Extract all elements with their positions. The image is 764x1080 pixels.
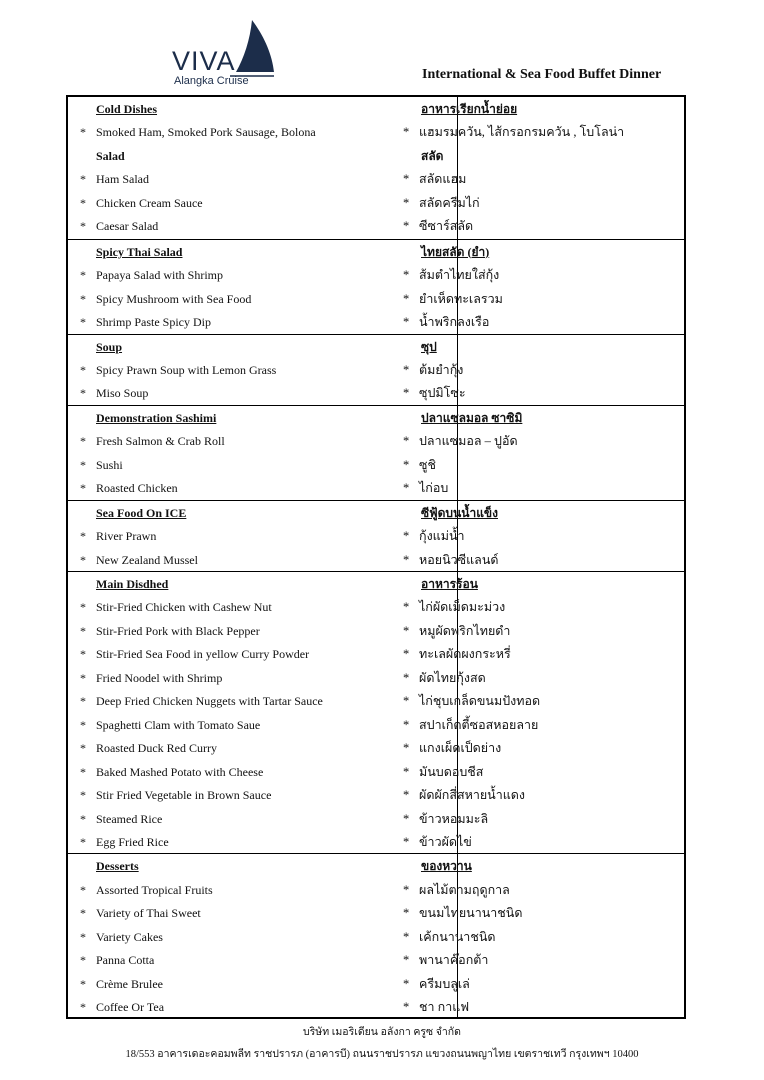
section-heading-th: อาหารร้อน (421, 577, 478, 591)
bullet-star: * (403, 882, 410, 897)
section-heading-th: ของหวาน (421, 859, 472, 874)
bullet-star: * (403, 291, 410, 306)
bullet-star: * (80, 741, 86, 756)
menu-item-en-text: Stir Fried Vegetable in Brown Sauce (96, 788, 272, 803)
menu-item-th-text: ผลไม้ตามฤดูกาล (419, 882, 510, 897)
footer-company: บริษัท เมอริเดียน อลังกา ครูซ จำกัด (303, 1027, 461, 1038)
menu-item-th (403, 454, 436, 477)
bullet-star: * (403, 434, 410, 449)
menu-item-th-text: ปลาแซมอล – ปูอัด (419, 434, 518, 449)
section-heading-en: Desserts (96, 859, 139, 874)
menu-item-en-text: Papaya Salad with Shrimp (96, 268, 223, 283)
menu-section (68, 500, 684, 571)
menu-item-th-text: สลัดครีมไก่ (419, 195, 480, 210)
menu-item-en-text: Panna Cotta (96, 953, 155, 968)
menu-item-th (403, 831, 472, 854)
menu-item-th (403, 879, 510, 902)
bullet-star: * (80, 811, 86, 826)
menu-title: International & Sea Food Buffet Dinner (422, 67, 662, 82)
menu-item-en-text: Crème Brulee (96, 976, 163, 991)
menu-item-th-text: น้ำพริกลงเรือ (419, 315, 490, 330)
menu-item-en (80, 902, 201, 925)
bullet-star: * (403, 529, 410, 544)
menu-item-th-text: ชา กาแฟ (419, 1000, 470, 1015)
footer-address: 18/553 อาคารเดอะคอมพลีท ราชปรารภ (อาคารบี) ถนนราชปรารภ แขวงถนนพญาไทย เขตราชเทวี กรุงเทพฯ 10400 (125, 1049, 639, 1060)
bullet-star: * (403, 811, 410, 826)
menu-item-en (80, 311, 211, 334)
bullet-star: * (403, 929, 410, 944)
menu-item-th (403, 288, 503, 311)
menu-item-en-text: Fried Noodel with Shrimp (96, 670, 223, 685)
menu-item-th (403, 477, 448, 500)
bullet-star: * (80, 882, 86, 897)
bullet-star: * (80, 529, 86, 544)
bullet-star: * (80, 362, 86, 377)
menu-item-th (403, 973, 470, 996)
menu-item-en-text: Roasted Duck Red Curry (96, 741, 217, 756)
menu-item-en-text: Chicken Cream Sauce (96, 195, 203, 210)
bullet-star: * (403, 125, 410, 140)
menu-item-th-text: แฮมรมควัน, ไส้กรอกรมควัน , โบโลน่า (419, 125, 625, 140)
bullet-star: * (403, 623, 410, 638)
menu-item-th (403, 690, 540, 713)
section-heading-th: ไทยสลัด (ยำ) (421, 244, 490, 259)
bullet-star: * (403, 600, 410, 615)
menu-item-th (403, 430, 518, 453)
bullet-star: * (80, 172, 86, 187)
menu-item-en-text: Variety of Thai Sweet (96, 906, 201, 921)
menu-item-en (80, 667, 222, 690)
bullet-star: * (80, 600, 86, 615)
menu-item-th-text: ขนมไทยนานาชนิด (419, 906, 523, 921)
menu-item-th-text: ครีมบลูเล่ (419, 976, 470, 991)
menu-item-en (80, 382, 148, 405)
menu-item-th (403, 264, 499, 287)
bullet-star: * (80, 457, 86, 472)
menu-item-th (403, 121, 624, 144)
bullet-star: * (80, 623, 86, 638)
bullet-star: * (403, 647, 410, 662)
menu-item-th (403, 808, 488, 831)
menu-item-th (403, 737, 501, 760)
menu-item-th (403, 359, 463, 382)
menu-item-en (80, 831, 169, 854)
menu-item-en-text: Variety Cakes (96, 929, 163, 944)
menu-item-en (80, 714, 260, 737)
menu-item-en-text: Sushi (96, 457, 123, 472)
menu-item-th (403, 996, 469, 1019)
menu-item-en-text: Caesar Salad (96, 219, 159, 234)
menu-item-en-text: Stir-Fried Pork with Black Pepper (96, 623, 260, 638)
menu-item-th (403, 215, 473, 238)
menu-item-th-text: ไก่ชุบเกล็ดขนมปังทอด (419, 694, 541, 709)
bullet-star: * (403, 268, 410, 283)
menu-item-en (80, 926, 163, 949)
menu-item-en-text: Shrimp Paste Spicy Dip (96, 315, 212, 330)
section-heading-th: ซีฟู้ดบนน้ำแข็ง (421, 505, 498, 520)
menu-item-th (403, 525, 465, 548)
menu-item-en (80, 761, 263, 784)
menu-item-th (403, 596, 505, 619)
bullet-star: * (403, 788, 410, 803)
menu-item-en-text: Coffee Or Tea (96, 1000, 165, 1015)
sub-heading-en: Salad (96, 148, 125, 163)
menu-section (68, 334, 684, 405)
bullet-star: * (403, 219, 410, 234)
menu-item-en (80, 430, 225, 453)
bullet-star: * (80, 764, 86, 779)
section-heading-en: Demonstration Sashimi (96, 410, 217, 425)
menu-item-th-text: หมูผัดพริกไทยดำ (419, 623, 511, 638)
menu-item-en (80, 973, 163, 996)
bullet-star: * (80, 195, 86, 210)
menu-item-en-text: Deep Fried Chicken Nuggets with Tartar Sauce (96, 694, 323, 709)
bullet-star: * (403, 552, 410, 567)
bullet-star: * (403, 741, 410, 756)
menu-item-en-text: Spicy Prawn Soup with Lemon Grass (96, 362, 277, 377)
section-heading-th: อาหารเรียกน้ำย่อย (421, 102, 518, 116)
bullet-star: * (403, 1000, 410, 1015)
bullet-star: * (80, 647, 86, 662)
bullet-star: * (80, 315, 86, 330)
menu-item-en (80, 737, 217, 760)
menu-item-th (403, 382, 466, 405)
menu-item-th-text: เค้กนานาชนิด (419, 929, 496, 944)
menu-section (68, 853, 684, 1018)
menu-item-th-text: ส้มตำไทยใส่กุ้ง (419, 268, 500, 283)
menu-item-en (80, 596, 272, 619)
menu-item-th (403, 761, 483, 784)
menu-item-en (80, 264, 223, 287)
bullet-star: * (80, 976, 86, 991)
bullet-star: * (80, 481, 86, 496)
menu-item-en (80, 288, 251, 311)
menu-item-th-text: พานาค๊อกต้า (419, 953, 489, 968)
menu-item-th (403, 949, 488, 972)
section-heading-en: Sea Food On ICE (96, 505, 187, 520)
menu-item-th (403, 168, 466, 191)
menu-item-en (80, 808, 162, 831)
menu-item-th (403, 714, 538, 737)
menu-item-en-text: Spaghetti Clam with Tomato Saue (96, 717, 261, 732)
menu-item-en (80, 215, 158, 238)
menu-item-en-text: Roasted Chicken (96, 481, 178, 496)
menu-item-th-text: สปาเก็ตตี้ซอสหอยลาย (419, 717, 539, 732)
bullet-star: * (403, 834, 410, 849)
bullet-star: * (403, 481, 410, 496)
menu-item-en (80, 996, 164, 1019)
menu-item-en-text: New Zealand Mussel (96, 552, 198, 567)
menu-section (68, 97, 684, 239)
bullet-star: * (80, 717, 86, 732)
menu-item-th (403, 926, 495, 949)
bullet-star: * (80, 125, 86, 140)
bullet-star: * (80, 670, 86, 685)
menu-item-en (80, 690, 323, 713)
menu-item-en-text: Assorted Tropical Fruits (96, 882, 213, 897)
viva-alangka-logo (168, 20, 280, 86)
menu-item-th (403, 311, 489, 334)
section-heading-en: Soup (96, 339, 123, 354)
menu-item-th-text: ข้าวหอมมะลิ (419, 811, 489, 826)
menu-item-en (80, 949, 154, 972)
menu-item-en-text: Stir-Fried Sea Food in yellow Curry Powder (96, 647, 310, 662)
menu-item-th (403, 620, 510, 643)
menu-item-en-text: Fresh Salmon & Crab Roll (96, 434, 225, 449)
section-heading-en: Cold Dishes (96, 102, 158, 116)
bullet-star: * (80, 268, 86, 283)
bullet-star: * (403, 976, 410, 991)
menu-section (68, 571, 684, 853)
menu-item-th (403, 549, 499, 572)
menu-item-th-text: ซูชิ (419, 457, 436, 472)
bullet-star: * (80, 906, 86, 921)
menu-item-th-text: กุ้งแม่น้ำ (419, 529, 465, 544)
bullet-star: * (403, 717, 410, 732)
menu-item-th-text: สลัดแฮม (419, 172, 467, 187)
section-heading-th: ซุป (421, 339, 437, 354)
menu-item-en-text: Steamed Rice (96, 811, 163, 826)
brand-name: VIVA (172, 46, 236, 76)
menu-item-th (403, 667, 486, 690)
menu-item-en-text: Smoked Ham, Smoked Pork Sausage, Bolona (96, 125, 316, 140)
brand-tagline: Alangka Cruise (174, 75, 249, 87)
bullet-star: * (80, 1000, 86, 1015)
bullet-star: * (80, 929, 86, 944)
menu-item-th-text: แกงเผ็ดเป็ดย่าง (419, 741, 502, 756)
menu-item-en (80, 121, 316, 144)
section-heading-th: ปลาแซลมอล ซาซิมิ (421, 410, 523, 425)
menu-item-en (80, 168, 149, 191)
menu-item-th (403, 784, 525, 807)
menu-item-th-text: ไก่ผัดเม็ดมะม่วง (419, 600, 506, 615)
section-heading-en: Main Disdhed (96, 577, 169, 591)
menu-item-en-text: Baked Mashed Potato with Cheese (96, 764, 264, 779)
bullet-star: * (80, 834, 86, 849)
bullet-star: * (80, 291, 86, 306)
menu-item-th-text: ทะเลผัดผงกระหรี่ (419, 647, 511, 662)
menu-item-th (403, 902, 522, 925)
menu-item-en (80, 784, 271, 807)
menu-item-th-text: ผัดผักสี่สหายน้ำแดง (419, 788, 526, 803)
menu-item-th-text: หอยนิวซีแลนด์ (419, 552, 499, 567)
menu-item-en (80, 879, 213, 902)
bullet-star: * (80, 953, 86, 968)
bullet-star: * (403, 694, 410, 709)
menu-section (68, 239, 684, 334)
menu-item-en (80, 549, 198, 572)
bullet-star: * (80, 219, 86, 234)
bullet-star: * (403, 457, 410, 472)
menu-table (66, 95, 686, 1019)
menu-item-th-text: ข้าวผัดไข่ (419, 834, 472, 849)
bullet-star: * (80, 434, 86, 449)
menu-item-th-text: ผัดไทยกุ้งสด (419, 670, 486, 685)
menu-item-th-text: ไก่อบ (419, 481, 449, 496)
menu-item-th-text: ซุปมิโซะ (419, 386, 466, 401)
menu-item-en (80, 454, 123, 477)
bullet-star: * (403, 315, 410, 330)
menu-item-en-text: Spicy Mushroom with Sea Food (96, 291, 252, 306)
menu-section (68, 405, 684, 500)
menu-item-en (80, 477, 178, 500)
menu-item-th-text: ต้มยำกุ้ง (419, 362, 464, 377)
bullet-star: * (403, 172, 410, 187)
menu-item-th-text: มันบดอบชีส (419, 764, 484, 779)
menu-item-en (80, 192, 203, 215)
menu-item-en (80, 643, 309, 666)
menu-item-en-text: Miso Soup (96, 386, 149, 401)
sail-icon (230, 20, 276, 82)
menu-item-th-text: ยำเห็ดทะเลรวม (419, 291, 503, 306)
section-heading-en: Spicy Thai Salad (96, 244, 183, 259)
menu-item-en-text: Egg Fried Rice (96, 834, 169, 849)
bullet-star: * (403, 906, 410, 921)
menu-item-th-text: ซีซาร์สลัด (419, 219, 474, 234)
bullet-star: * (403, 953, 410, 968)
bullet-star: * (80, 694, 86, 709)
bullet-star: * (403, 764, 410, 779)
bullet-star: * (80, 788, 86, 803)
menu-item-en-text: Ham Salad (96, 172, 149, 187)
sub-heading-th: สลัด (421, 148, 444, 163)
menu-item-th (403, 192, 480, 215)
menu-item-en-text: River Prawn (96, 529, 157, 544)
menu-item-en (80, 620, 260, 643)
bullet-star: * (80, 386, 86, 401)
menu-item-en (80, 525, 156, 548)
bullet-star: * (403, 195, 410, 210)
menu-item-en (80, 359, 276, 382)
menu-item-th (403, 643, 511, 666)
bullet-star: * (80, 552, 86, 567)
bullet-star: * (403, 362, 410, 377)
menu-item-en-text: Stir-Fried Chicken with Cashew Nut (96, 600, 272, 615)
bullet-star: * (403, 386, 410, 401)
bullet-star: * (403, 670, 410, 685)
